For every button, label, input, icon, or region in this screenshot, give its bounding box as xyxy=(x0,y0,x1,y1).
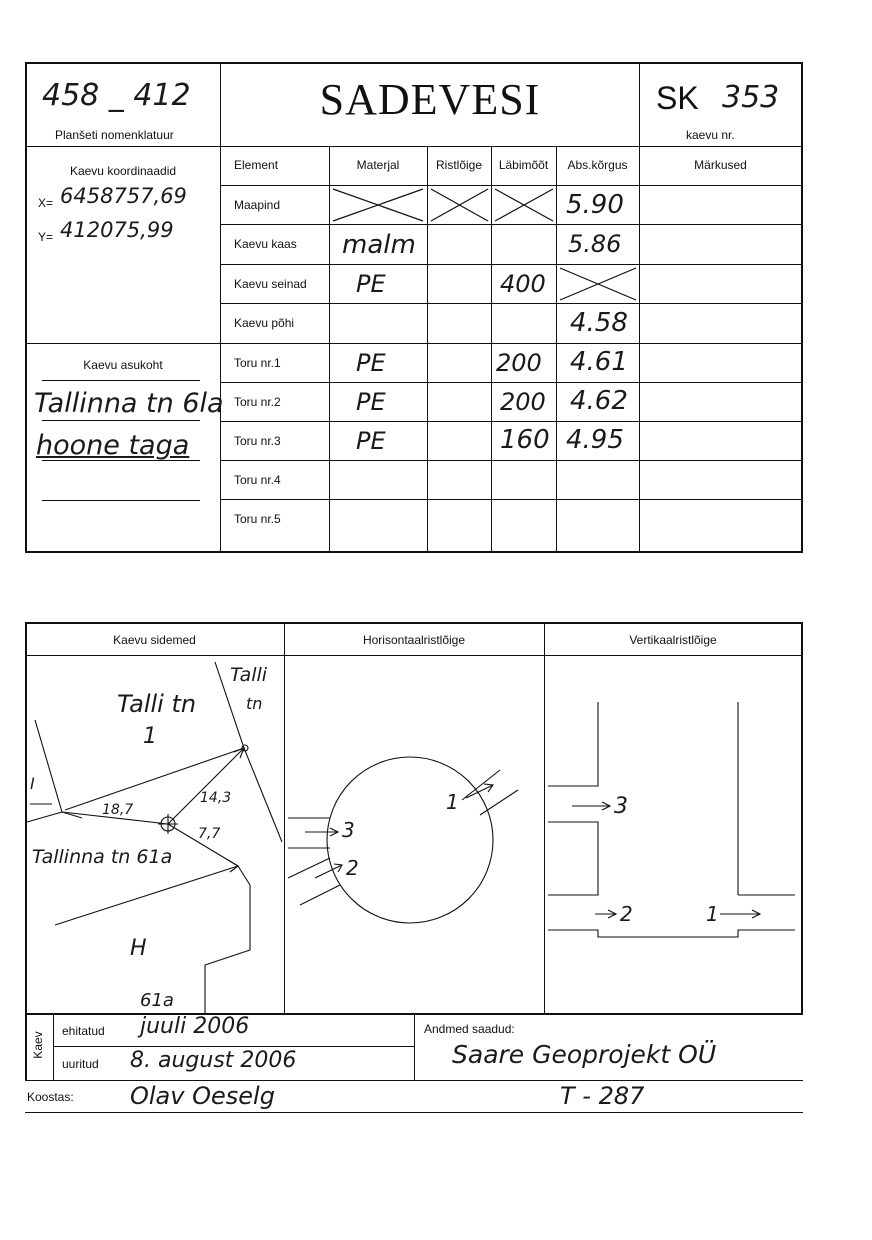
location-line-1: Tallinna tn 6la xyxy=(34,388,224,419)
surveyed-value: 8. august 2006 xyxy=(130,1048,297,1073)
kaas-materjal: malm xyxy=(342,230,416,260)
row-label-toru-3: Toru nr.3 xyxy=(234,434,281,448)
footer-side-label: Kaev xyxy=(31,1031,45,1059)
document-number: T - 287 xyxy=(560,1082,645,1110)
ties-street-1-num: 1 xyxy=(143,724,157,749)
toru2-abs: 4.62 xyxy=(570,386,628,416)
seinad-materjal: PE xyxy=(356,270,386,298)
col-header-materjal: Materjal xyxy=(356,158,400,172)
vert-pipe-3: 3 xyxy=(614,794,628,819)
toru3-materjal: PE xyxy=(356,427,386,455)
coord-y-value: 412075,99 xyxy=(60,218,174,242)
ties-distance-1: 18,7 xyxy=(102,802,134,818)
horiz-pipe-3: 3 xyxy=(342,818,355,842)
ties-distance-3: 7,7 xyxy=(198,826,221,842)
well-number: 353 xyxy=(722,80,780,115)
data-source-value: Saare Geoprojekt OÜ xyxy=(452,1040,717,1069)
col-header-ristloige: Ristlõige xyxy=(435,158,483,172)
vert-pipe-2: 2 xyxy=(620,902,633,926)
coord-y-label: Y= xyxy=(38,230,54,244)
toru2-materjal: PE xyxy=(356,388,386,416)
ties-house: H xyxy=(130,936,147,961)
horiz-pipe-1: 1 xyxy=(446,790,459,814)
sketch-title-horizontal: Horisontaalristlõige xyxy=(362,633,466,647)
sketch-title-vertical: Vertikaalristlõige xyxy=(629,633,717,647)
seinad-labimoot: 400 xyxy=(500,270,546,298)
built-value: juuli 2006 xyxy=(140,1014,250,1039)
vert-pipe-1: 1 xyxy=(706,902,719,926)
toru1-labimoot: 200 xyxy=(496,349,542,377)
location-label: Kaevu asukoht xyxy=(83,358,163,372)
surveyed-label: uuritud xyxy=(62,1057,99,1071)
built-label: ehitatud xyxy=(62,1024,105,1038)
compiled-label: Koostas: xyxy=(27,1090,74,1104)
nomenclature-value: 458 _ 412 xyxy=(42,78,191,113)
row-label-toru-1: Toru nr.1 xyxy=(234,356,281,370)
coords-label: Kaevu koordinaadid xyxy=(69,164,177,178)
coord-x-value: 6458757,69 xyxy=(60,184,187,208)
horiz-pipe-2: 2 xyxy=(346,856,359,880)
maapind-abs: 5.90 xyxy=(566,190,624,220)
well-prefix: SK xyxy=(656,80,699,116)
form-title: SADEVESI xyxy=(319,75,541,124)
row-label-kaevu-seinad: Kaevu seinad xyxy=(234,277,307,291)
kaas-abs: 5.86 xyxy=(568,230,622,258)
ties-i-mark: I xyxy=(30,774,35,793)
row-label-kaevu-kaas: Kaevu kaas xyxy=(234,237,297,251)
ties-house-num: 61a xyxy=(140,990,174,1011)
col-header-labimoot: Läbimõõt xyxy=(498,158,549,172)
row-label-toru-4: Toru nr.4 xyxy=(234,473,281,487)
nomenclature-label: Planšeti nomenklatuur xyxy=(55,128,174,142)
row-label-toru-2: Toru nr.2 xyxy=(234,395,281,409)
compiled-value: Olav Oeselg xyxy=(130,1082,275,1110)
ties-address: Tallinna tn 61a xyxy=(32,846,173,868)
ties-street-2b: tn xyxy=(246,694,263,713)
col-header-abs-korgus: Abs.kõrgus xyxy=(567,158,628,172)
col-header-element: Element xyxy=(234,158,279,172)
toru1-abs: 4.61 xyxy=(570,347,628,377)
col-header-markused: Märkused xyxy=(694,158,747,172)
well-number-label: kaevu nr. xyxy=(686,128,735,142)
toru1-materjal: PE xyxy=(356,349,386,377)
toru2-labimoot: 200 xyxy=(500,388,546,416)
row-label-toru-5: Toru nr.5 xyxy=(234,512,281,526)
location-line-2: hoone taga xyxy=(36,430,190,461)
row-label-maapind: Maapind xyxy=(234,198,281,212)
toru3-abs: 4.95 xyxy=(566,425,624,455)
row-label-kaevu-pohi: Kaevu põhi xyxy=(234,316,295,330)
data-source-label: Andmed saadud: xyxy=(424,1022,515,1036)
pohi-abs: 4.58 xyxy=(570,308,628,338)
ties-street-1: Talli tn xyxy=(117,690,197,718)
ties-distance-2: 14,3 xyxy=(200,790,232,806)
sketch-title-ties: Kaevu sidemed xyxy=(113,633,196,647)
ties-street-2a: Talli xyxy=(230,664,268,686)
coord-x-label: X= xyxy=(38,196,54,210)
toru3-labimoot: 160 xyxy=(500,425,550,455)
